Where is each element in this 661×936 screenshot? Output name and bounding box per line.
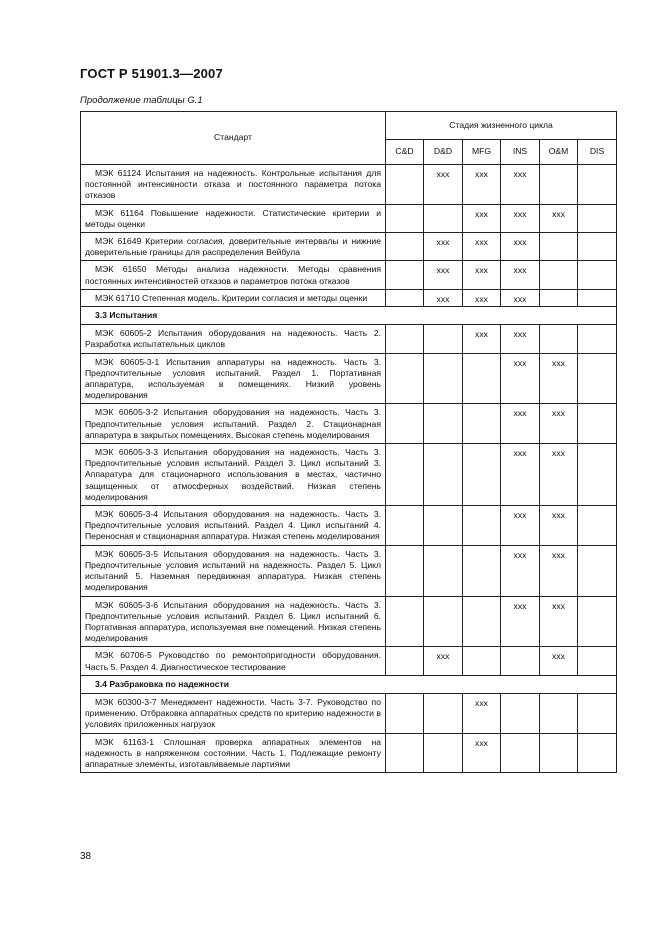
- stage-mark-cell: xxx: [463, 204, 501, 232]
- stage-mark-cell: [578, 647, 617, 675]
- stage-mark-cell: [386, 353, 424, 404]
- standard-description: МЭК 60300-3-7 Менеджмент надежности. Часть 3-7. Руководство по применению. Отбраковка аппаратных средств по критерию надежности в условиях приложенных нагрузок: [85, 696, 381, 730]
- standard-description: МЭК 61649 Критерии согласия, доверительные интервалы и нижние доверительные границы для распределения Вейбула: [85, 236, 381, 258]
- standard-column-header: Стандарт: [81, 112, 386, 165]
- table-row: [81, 261, 617, 289]
- stage-header-dis: DIS: [578, 140, 617, 165]
- standard-cell: [81, 165, 386, 205]
- stage-mark-cell: xxx: [501, 289, 540, 306]
- stage-mark-cell: xxx: [540, 647, 578, 675]
- stage-mark-cell: [386, 233, 424, 261]
- standard-cell: [81, 353, 386, 404]
- stage-mark-cell: [386, 596, 424, 647]
- stage-header-cd: C&D: [386, 140, 424, 165]
- standard-description: МЭК 61650 Методы анализа надежности. Методы сравнения постоянных интенсивностей отказов и параметров потока отказов: [85, 264, 381, 286]
- stage-mark-cell: [463, 596, 501, 647]
- standard-cell: [81, 325, 386, 353]
- stage-mark-cell: xxx: [540, 596, 578, 647]
- stage-mark-cell: [578, 506, 617, 546]
- stage-mark-cell: [540, 289, 578, 306]
- stage-mark-cell: [386, 261, 424, 289]
- stage-mark-cell: [463, 545, 501, 596]
- table-row: [81, 444, 617, 506]
- standard-cell: [81, 506, 386, 546]
- stage-mark-cell: [578, 325, 617, 353]
- stage-mark-cell: [424, 325, 463, 353]
- stage-mark-cell: [578, 261, 617, 289]
- stage-mark-cell: xxx: [501, 204, 540, 232]
- stage-mark-cell: [386, 733, 424, 773]
- stage-mark-cell: [501, 733, 540, 773]
- stage-mark-cell: [578, 289, 617, 306]
- stage-mark-cell: [424, 693, 463, 733]
- stage-mark-cell: xxx: [424, 647, 463, 675]
- stage-mark-cell: [578, 233, 617, 261]
- stage-mark-cell: xxx: [540, 506, 578, 546]
- standard-description: МЭК 61164 Повышение надежности. Статистические критерии и методы оценки: [85, 207, 381, 229]
- stage-mark-cell: [386, 404, 424, 444]
- stage-mark-cell: [540, 165, 578, 205]
- table-row: [81, 647, 617, 675]
- stage-mark-cell: [578, 733, 617, 773]
- standard-cell: [81, 289, 386, 306]
- stage-header-dd: D&D: [424, 140, 463, 165]
- section-heading-cell: [81, 675, 617, 693]
- stage-mark-cell: [540, 261, 578, 289]
- page-number: 38: [80, 851, 92, 862]
- standard-cell: [81, 733, 386, 773]
- stage-mark-cell: [424, 353, 463, 404]
- stage-mark-cell: [578, 165, 617, 205]
- table-row: [81, 353, 617, 404]
- standard-description: МЭК 60605-3-1 Испытания аппаратуры на надежность. Часть 3. Предпочтительные условия испытаний. Раздел 1. Портативная аппаратура, используемая в помещениях. Низкий уровень моделирования: [85, 356, 381, 401]
- stage-mark-cell: [578, 545, 617, 596]
- section-heading-cell: [81, 307, 617, 325]
- stage-mark-cell: [386, 289, 424, 306]
- stage-mark-cell: xxx: [540, 404, 578, 444]
- stage-mark-cell: [501, 647, 540, 675]
- stage-mark-cell: [578, 404, 617, 444]
- stage-mark-cell: xxx: [501, 261, 540, 289]
- table-row: [81, 545, 617, 596]
- stage-mark-cell: xxx: [501, 506, 540, 546]
- stage-mark-cell: [463, 444, 501, 506]
- standard-cell: [81, 545, 386, 596]
- standard-cell: [81, 261, 386, 289]
- lifecycle-stage-header: Стадия жизненного цикла: [386, 112, 617, 140]
- stage-mark-cell: xxx: [501, 404, 540, 444]
- stage-mark-cell: xxx: [501, 596, 540, 647]
- standard-description: МЭК 60605-3-3 Испытания оборудования на надежность. Часть 3. Предпочтительные условия испытаний. Раздел 3. Цикл испытаний 3. Аппаратура для стационарного использования в местах, частично защищенных от атмосферных воздействий. Низкая степень моделирования: [85, 447, 381, 502]
- stage-mark-cell: xxx: [463, 261, 501, 289]
- table-row: [81, 404, 617, 444]
- stage-mark-cell: xxx: [540, 545, 578, 596]
- standard-cell: [81, 204, 386, 232]
- stage-mark-cell: [540, 233, 578, 261]
- standard-cell: [81, 404, 386, 444]
- stage-mark-cell: [386, 204, 424, 232]
- stage-mark-cell: [386, 693, 424, 733]
- table-row: [81, 733, 617, 773]
- stage-mark-cell: xxx: [463, 165, 501, 205]
- standard-description: МЭК 60706-5 Руководство по ремонтопригодности оборудования. Часть 5. Раздел 4. Диагностическое тестирование: [85, 650, 381, 672]
- table-row: [81, 233, 617, 261]
- standard-description: МЭК 60605-3-2 Испытания оборудования на надежность. Часть 3. Предпочтительные условия испытаний. Раздел 2. Стационарная аппаратура в закрытых помещениях. Высокая степень моделирования: [85, 407, 381, 440]
- stage-mark-cell: xxx: [463, 325, 501, 353]
- stage-mark-cell: [463, 353, 501, 404]
- stage-mark-cell: [424, 506, 463, 546]
- table-caption: Продолжение таблицы G.1: [80, 95, 203, 106]
- stage-mark-cell: [578, 693, 617, 733]
- table-row: [81, 289, 617, 306]
- table-row: [81, 506, 617, 546]
- table-row: [81, 325, 617, 353]
- table-row: [81, 204, 617, 232]
- standard-description: МЭК 60605-3-5 Испытания оборудования на надежность. Часть 3. Предпочтительные условия испытаний на надежность. Раздел 5. Цикл испытаний 5. Наземная передвижная аппаратура. Низкая степень моделирования: [85, 548, 381, 593]
- stage-mark-cell: xxx: [424, 233, 463, 261]
- stage-mark-cell: [540, 693, 578, 733]
- stage-mark-cell: [386, 545, 424, 596]
- stage-mark-cell: xxx: [463, 733, 501, 773]
- stage-mark-cell: [501, 693, 540, 733]
- standards-table: [80, 111, 617, 773]
- stage-mark-cell: xxx: [463, 233, 501, 261]
- stage-mark-cell: [424, 444, 463, 506]
- stage-mark-cell: [424, 545, 463, 596]
- standard-description: МЭК 60605-3-4 Испытания оборудования на надежность. Часть 3. Предпочтительные условия испытаний. Раздел 4. Цикл испытаний 4. Переносная и стационарная аппаратура. Низкая степень моделирования: [85, 509, 381, 542]
- standard-description: МЭК 61124 Испытания на надежность. Контрольные испытания для постоянной интенсивности отказа и постоянного параметра потока отказов: [85, 168, 381, 201]
- section-row: [81, 675, 617, 693]
- standard-description: МЭК 61163-1 Сплошная проверка аппаратных элементов на надежность в напряженном состоянии. Часть 1. Подлежащие ремонту аппаратные элементы, изготавливаемые партиями: [85, 736, 381, 769]
- stage-mark-cell: [578, 353, 617, 404]
- standard-cell: [81, 444, 386, 506]
- stage-mark-cell: xxx: [501, 165, 540, 205]
- stage-mark-cell: [424, 204, 463, 232]
- stage-mark-cell: xxx: [463, 693, 501, 733]
- table-row: [81, 693, 617, 733]
- stage-mark-cell: xxx: [424, 289, 463, 306]
- stage-mark-cell: xxx: [501, 325, 540, 353]
- stage-mark-cell: [463, 647, 501, 675]
- stage-mark-cell: [463, 506, 501, 546]
- stage-mark-cell: [578, 444, 617, 506]
- stage-mark-cell: [386, 506, 424, 546]
- standard-description: МЭК 61710 Степенная модель. Критерии согласия и методы оценки: [95, 292, 368, 303]
- stage-mark-cell: [424, 404, 463, 444]
- table-row: [81, 596, 617, 647]
- standard-cell: [81, 693, 386, 733]
- stage-header-mfg: MFG: [463, 140, 501, 165]
- stage-mark-cell: [386, 325, 424, 353]
- stage-mark-cell: [578, 596, 617, 647]
- document-header: ГОСТ Р 51901.3—2007: [80, 66, 223, 81]
- stage-mark-cell: xxx: [540, 444, 578, 506]
- standard-cell: [81, 596, 386, 647]
- stage-mark-cell: xxx: [501, 353, 540, 404]
- stage-mark-cell: [386, 444, 424, 506]
- stage-mark-cell: xxx: [540, 353, 578, 404]
- standard-cell: [81, 647, 386, 675]
- stage-mark-cell: xxx: [463, 289, 501, 306]
- stage-mark-cell: [386, 165, 424, 205]
- standard-cell: [81, 233, 386, 261]
- stage-header-ins: INS: [501, 140, 540, 165]
- stage-mark-cell: [540, 733, 578, 773]
- stage-mark-cell: xxx: [501, 444, 540, 506]
- stage-mark-cell: [424, 596, 463, 647]
- table-body: [81, 165, 617, 773]
- table-row: [81, 165, 617, 205]
- stage-mark-cell: xxx: [424, 261, 463, 289]
- stage-mark-cell: [424, 733, 463, 773]
- stage-header-om: O&M: [540, 140, 578, 165]
- stage-mark-cell: [540, 325, 578, 353]
- stage-mark-cell: xxx: [501, 545, 540, 596]
- stage-mark-cell: xxx: [501, 233, 540, 261]
- stage-mark-cell: [463, 404, 501, 444]
- standard-description: МЭК 60605-3-6 Испытания оборудования на надежность. Часть 3. Предпочтительные условия испытаний. Раздел 6. Цикл испытаний 6. Портативная аппаратура, используемая вне помещений. Низкая степень моделирования: [85, 599, 381, 644]
- stage-mark-cell: [386, 647, 424, 675]
- stage-mark-cell: xxx: [540, 204, 578, 232]
- section-heading: 3.4 Разбраковка по надежности: [95, 678, 230, 689]
- stage-mark-cell: [578, 204, 617, 232]
- standard-description: МЭК 60605-2 Испытания оборудования на надежность. Часть 2. Разработка испытательных циклов: [85, 328, 381, 350]
- section-heading: 3.3 Испытания: [95, 310, 158, 321]
- stage-mark-cell: xxx: [424, 165, 463, 205]
- section-row: [81, 307, 617, 325]
